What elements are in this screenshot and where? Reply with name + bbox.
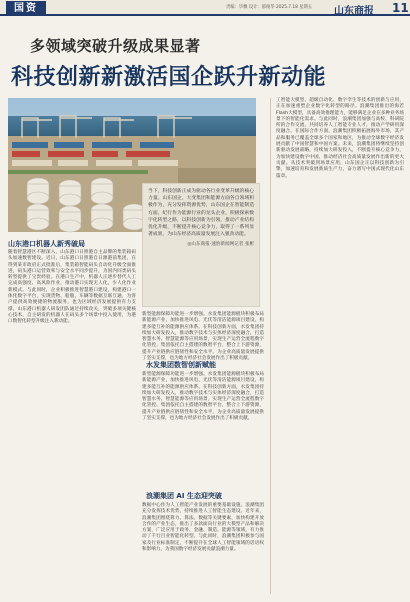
article-column-1: 随着智慧港区不断深入，山东港口日照港自主品牌的集装箱码头加速数智建设。近日，山东港口日照港自日源港前集团，在得到某市政府正式批准后，集装箱智能码头自动化升级全面推进，码头港口运营效率与安全水平同步提升，为国内同类码头转型提供了宝贵经验。在港口生产中，机器人正逐步替代人工完成高强度、高风险作业，推动港口实现无人化、少人化作业新模式。与此同时，企业积极推进智慧港口建设，构建港口一体化数字平台，实现货物、船舶、车辆等数据互联互通，为客户提供高效便捷的物流服务，也为区域经济发展提供有力支撑。山东港口机器人研发团队通过持续攻关，突破多项关键核心技术，自主研发的机器人在码头多个场景中投入使用，为港口数智化转型升级注入新动能。 [8,250,136,325]
section-title-inspur: 浪潮集团 AI 生态迎突破 [146,492,222,500]
article-subtitle: 多领域突破升级成果显著 [30,37,201,55]
article-column-4: 工智能大模型、超级自动化、数字孪生等技术的创新与应用，正在加速重塑企业数字化转型的路径。浪潮集团推出的海若Flash大模型，具备高效推理能力，能够满足企业在多种业务场景下的智能化需求。与此同时，浪潮集团加强与高校、科研院所的合作交流，共同培养人工智能专业人才，推动产学研用深度融合。在国际合作方面，浪潮集团积极拓展海外市场，其产品和服务已覆盖全球多个国家和地区，为推动全球数字经济发展贡献了中国智慧和中国方案。未来，浪潮集团将继续坚持创新驱动发展战略，持续加大研发投入，不断提升核心竞争力，为加快建设数字中国、推动经济社会高质量发展作出新的更大贡献。从技术突破到场景应用，山东国企正以科技创新为引擎，加速培育和发展新质生产力，奋力谱写中国式现代化山东篇章。 [276,98,404,179]
section-title-shuifa: 水发集团数智创新赋能 [146,361,216,369]
column-divider [270,98,271,594]
page-number: 11 [392,1,409,15]
photo-caption: 当下，科技创新正成为驱动各行业变革升级的核心力量。山东国企，大变集团和能源方面各自领域积极作为，充分发挥资源优势，山东国企在智能制造方面，纪行作为能源行业的龙头企业，积极探索数字化转型之路，以科技创新为引领，推动产业结构优化升级，不断提升核心竞争力，取得了一系列显著成果，为山东经济高质量发展注入强劲动能。 [148,189,254,238]
section-title-port-robots: 山东港口机器人新秀破局 [8,240,85,248]
issue-meta: 责编：毕飘 设计：郁俊华 2025.7.18 星期五 [226,5,313,10]
photo-credit: ◎山东商报·速豹新闻网记者 张彬 [187,242,254,248]
article-column-2-top: 新型能源保障功能进一步增强。水发集团能源板块积极布局新能源产业，加快推进风电、光伏等清洁能源项目建设，构建多能互补的能源供应体系。在科技创新方面，水发集团持续加大研发投入，推动数字技术与实体经济深度融合，打造智慧水务、智慧能源等应用场景，实现生产运营全流程数字化管控。集团依托自主搭建的数智平台，整合上下游资源，提升产业链供应链韧性和安全水平，为企业高质量发展提供了坚实支撑，也为地方经济社会发展作出了积极贡献。 [142,312,264,362]
article-column-3: 数据中心作为人工智能产业发展的重要基础设施，浪潮集团充分发挥技术优势，持续推进人工智能生态建设。近年来，浪潮集团围绕算力、算法、数据等关键要素，加快构建开放合作的产业生态，推出了多款面向行业的大模型产品和解决方案，广泛应用于政务、金融、制造、能源等领域，有力推动了千行百业智能化转型。与此同时，浪潮集团积极参与国家及行业标准制定，不断提升在全球人工智能领域的话语权和影响力，为我国数字经济发展贡献浪潮力量。 [142,503,264,553]
photo-caption-box [142,183,260,307]
article-column-2: 新型能源保障功能进一步增强。水发集团能源板块积极布局新能源产业，加快推进风电、光伏等清洁能源项目建设，构建多能互补的能源供应体系。在科技创新方面，水发集团持续加大研发投入，推动数字技术与实体经济深度融合，打造智慧水务、智慧能源等应用场景，实现生产运营全流程数字化管控。集团依托自主搭建的数智平台，整合上下游资源，提升产业链供应链韧性和安全水平，为企业高质量发展提供了坚实支撑，也为地方经济社会发展作出了积极贡献。 [142,372,264,422]
masthead [0,0,410,16]
article-headline: 科技创新新激活国企跃升新动能 [11,65,327,90]
paper-name: 山东商报 [334,6,374,17]
section-tab: 国资 [6,1,46,16]
